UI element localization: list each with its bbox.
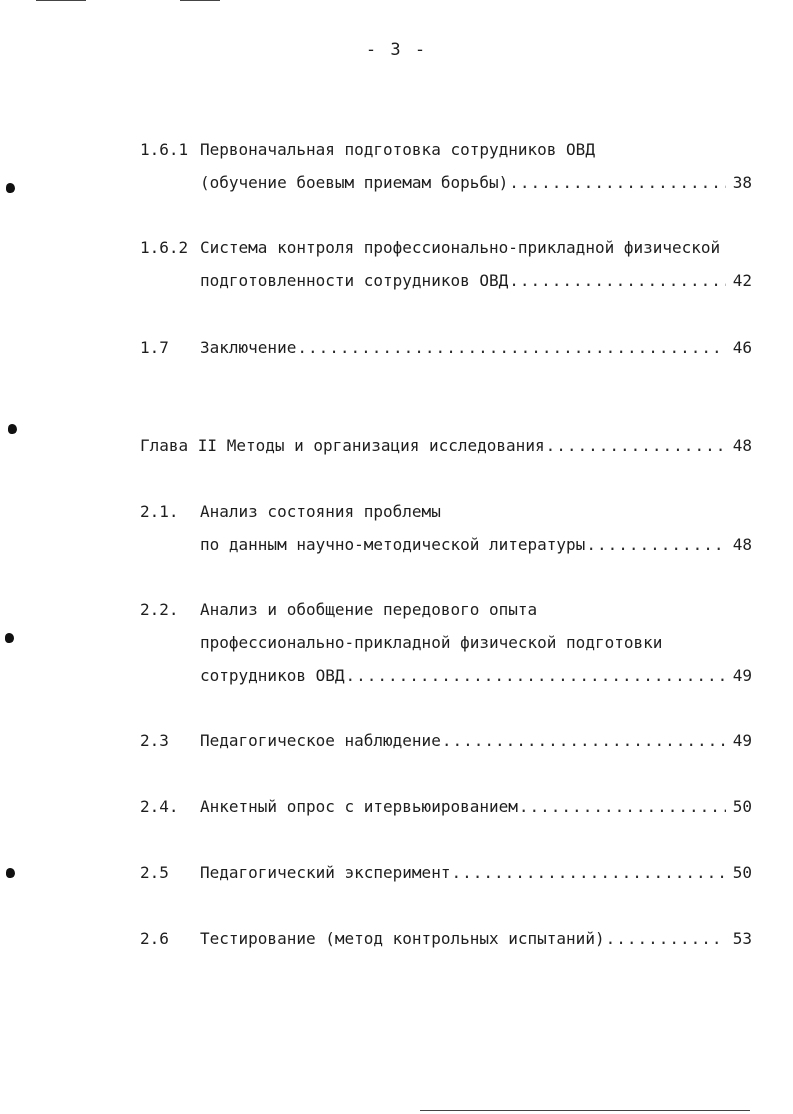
dot-leader bbox=[519, 795, 726, 819]
page-number: - 3 - bbox=[365, 40, 428, 60]
punch-hole-mark bbox=[6, 868, 15, 878]
dot-leader bbox=[546, 434, 726, 458]
toc-number: 1.6.1 bbox=[140, 140, 189, 159]
toc-page: 46 bbox=[732, 338, 752, 357]
toc-page: 50 bbox=[732, 797, 752, 816]
toc-entry[interactable] bbox=[140, 664, 752, 688]
dot-leader bbox=[442, 729, 726, 753]
toc-entry[interactable] bbox=[140, 336, 752, 360]
toc-entry[interactable] bbox=[140, 269, 752, 293]
toc-page: 48 bbox=[732, 436, 752, 455]
bottom-rule bbox=[420, 1110, 750, 1111]
toc-page: 49 bbox=[732, 666, 752, 685]
dot-leader bbox=[451, 861, 726, 885]
toc-number: 2.4. bbox=[140, 797, 179, 816]
toc-chapter-entry[interactable] bbox=[140, 434, 752, 458]
toc-title: Первоначальная подготовка сотрудников ОВД bbox=[200, 140, 595, 159]
toc-number: 2.1. bbox=[140, 502, 179, 521]
toc-title: профессионально-прикладной физической подготовки bbox=[200, 633, 663, 652]
toc-entry[interactable] bbox=[140, 861, 752, 885]
top-rule-right bbox=[180, 0, 220, 1]
toc-line bbox=[140, 500, 752, 524]
toc-title: Анализ состояния проблемы bbox=[200, 502, 441, 521]
dot-leader bbox=[606, 927, 726, 951]
toc-number: 1.6.2 bbox=[140, 238, 189, 257]
top-rule-left bbox=[36, 0, 86, 1]
toc-title: Тестирование (метод контрольных испытаний) bbox=[200, 927, 605, 951]
toc-chapter-title: Глава II Методы и организация исследования bbox=[140, 434, 545, 458]
toc-page: 38 bbox=[732, 173, 752, 192]
toc-page: 48 bbox=[732, 535, 752, 554]
toc-line bbox=[140, 598, 752, 622]
toc-title: Педагогический эксперимент bbox=[200, 861, 450, 885]
toc-line bbox=[140, 236, 752, 260]
toc-line bbox=[140, 631, 752, 655]
toc-title: Анализ и обобщение передового опыта bbox=[200, 600, 538, 619]
toc-title: Заключение bbox=[200, 336, 296, 360]
toc-entry[interactable] bbox=[140, 729, 752, 753]
toc-title: по данным научно-методической литературы bbox=[200, 533, 585, 557]
punch-hole-mark bbox=[5, 633, 14, 643]
toc-number: 2.2. bbox=[140, 600, 179, 619]
toc-entry[interactable] bbox=[140, 171, 752, 195]
toc-title: (обучение боевым приемам борьбы) bbox=[200, 171, 508, 195]
toc-title: Система контроля профессионально-прикладной физической bbox=[200, 238, 721, 257]
toc-title: Педагогическое наблюдение bbox=[200, 729, 441, 753]
toc-page: 53 bbox=[732, 929, 752, 948]
toc-page: 50 bbox=[732, 863, 752, 882]
dot-leader bbox=[509, 171, 726, 195]
toc-number: 1.7 bbox=[140, 338, 169, 357]
toc-title: подготовленности сотрудников ОВД bbox=[200, 269, 508, 293]
toc-page: 42 bbox=[732, 271, 752, 290]
toc-title: Анкетный опрос с итервьюированием bbox=[200, 795, 518, 819]
dot-leader bbox=[297, 336, 726, 360]
toc-line bbox=[140, 138, 752, 162]
toc-number: 2.3 bbox=[140, 731, 169, 750]
dot-leader bbox=[586, 533, 726, 557]
punch-hole-mark bbox=[6, 183, 15, 193]
toc-page: 49 bbox=[732, 731, 752, 750]
toc-entry[interactable] bbox=[140, 795, 752, 819]
toc-number: 2.6 bbox=[140, 929, 169, 948]
punch-hole-mark bbox=[8, 424, 17, 434]
toc-title: сотрудников ОВД bbox=[200, 664, 345, 688]
toc-number: 2.5 bbox=[140, 863, 169, 882]
toc-entry[interactable] bbox=[140, 533, 752, 557]
dot-leader bbox=[346, 664, 727, 688]
dot-leader bbox=[509, 269, 726, 293]
toc-entry[interactable] bbox=[140, 927, 752, 951]
